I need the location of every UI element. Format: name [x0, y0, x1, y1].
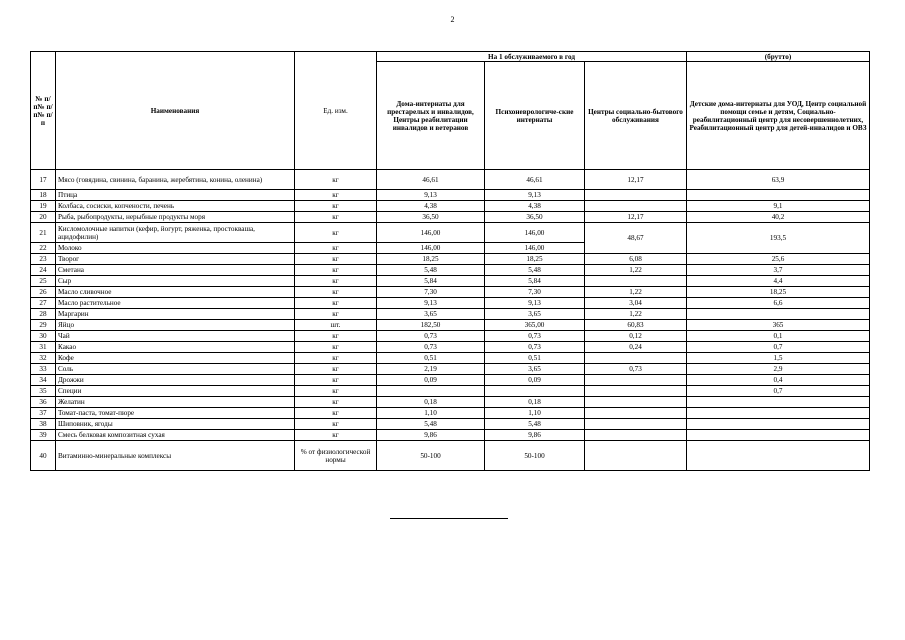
header-name: Наименования [56, 52, 295, 170]
row-name: Птица [56, 190, 295, 201]
row-number: 27 [31, 298, 56, 309]
row-value-a: 0,51 [377, 353, 485, 364]
row-value-a: 18,25 [377, 254, 485, 265]
row-value-b: 4,38 [485, 201, 585, 212]
row-name: Чай [56, 331, 295, 342]
row-unit: % от физиологической нормы [295, 441, 377, 471]
row-value-b: 0,73 [485, 342, 585, 353]
row-unit: кг [295, 364, 377, 375]
row-number: 36 [31, 397, 56, 408]
row-number: 31 [31, 342, 56, 353]
table-row [31, 223, 870, 243]
row-name: Дрожжи [56, 375, 295, 386]
table-row [31, 441, 870, 471]
row-value-c: 1,22 [585, 309, 687, 320]
header-group-label: На 1 обслуживаемого в год [377, 52, 687, 62]
table-row [31, 201, 870, 212]
row-value-a: 2,19 [377, 364, 485, 375]
row-value-b: 5,84 [485, 276, 585, 287]
row-name: Сыр [56, 276, 295, 287]
row-value-c: 48,67 [585, 223, 687, 254]
row-name: Творог [56, 254, 295, 265]
row-value-b: 50-100 [485, 441, 585, 471]
header-col-b: Психоневрологиче-ские интернаты [485, 62, 585, 170]
row-number: 30 [31, 331, 56, 342]
row-value-d: 365 [687, 320, 870, 331]
row-unit: кг [295, 375, 377, 386]
row-name: Масло растительное [56, 298, 295, 309]
row-name: Желатин [56, 397, 295, 408]
row-value-c [585, 386, 687, 397]
row-value-d: 3,7 [687, 265, 870, 276]
table-row [31, 419, 870, 430]
row-number: 40 [31, 441, 56, 471]
row-unit: кг [295, 309, 377, 320]
table-row [31, 342, 870, 353]
row-number: 25 [31, 276, 56, 287]
row-name: Томат-паста, томат-пюре [56, 408, 295, 419]
row-unit: кг [295, 298, 377, 309]
table-row [31, 397, 870, 408]
row-value-d: 40,2 [687, 212, 870, 223]
table-row [31, 408, 870, 419]
row-value-b: 146,00 [485, 223, 585, 243]
row-value-b: 365,00 [485, 320, 585, 331]
row-unit: кг [295, 254, 377, 265]
row-value-d: 9,1 [687, 201, 870, 212]
row-value-c: 0,12 [585, 331, 687, 342]
row-name: Рыба, рыбопродукты, нерыбные продукты моря [56, 212, 295, 223]
row-number: 19 [31, 201, 56, 212]
row-value-a: 5,48 [377, 265, 485, 276]
row-value-c [585, 441, 687, 471]
row-value-c [585, 408, 687, 419]
header-col-a: Дома-интернаты для престарелых и инвалидов, Центры реабилитации инвалидов и ветеранов [377, 62, 485, 170]
header-col-c: Центры социально-бытового обслуживания [585, 62, 687, 170]
row-value-b: 9,13 [485, 298, 585, 309]
row-number: 21 [31, 223, 56, 243]
row-unit: кг [295, 397, 377, 408]
row-number: 35 [31, 386, 56, 397]
row-number: 38 [31, 419, 56, 430]
row-value-b: 7,30 [485, 287, 585, 298]
row-value-d [687, 309, 870, 320]
table-row [31, 170, 870, 190]
row-value-d: 25,6 [687, 254, 870, 265]
row-value-b: 18,25 [485, 254, 585, 265]
header-col-d: Детские дома-интернаты для УОД, Центр социальной помощи семье и детям, Социально-реабилитационный центр для несовершеннолетних, Реабилитационный центр для детей-инвалидов и ОВЗ [687, 62, 870, 170]
row-number: 23 [31, 254, 56, 265]
page-number: 2 [450, 15, 455, 24]
table-row [31, 331, 870, 342]
row-value-c: 1,22 [585, 287, 687, 298]
row-value-c: 1,22 [585, 265, 687, 276]
row-unit: кг [295, 201, 377, 212]
row-name: Яйцо [56, 320, 295, 331]
row-number: 26 [31, 287, 56, 298]
row-number: 20 [31, 212, 56, 223]
row-value-a: 5,84 [377, 276, 485, 287]
row-value-d: 0,7 [687, 342, 870, 353]
row-value-c [585, 430, 687, 441]
row-value-a: 9,13 [377, 190, 485, 201]
table-row [31, 298, 870, 309]
row-value-a: 1,10 [377, 408, 485, 419]
row-value-d [687, 408, 870, 419]
row-value-a: 5,48 [377, 419, 485, 430]
row-value-a: 182,50 [377, 320, 485, 331]
table-row [31, 309, 870, 320]
row-number: 29 [31, 320, 56, 331]
row-value-a: 3,65 [377, 309, 485, 320]
row-unit: кг [295, 243, 377, 254]
table-row [31, 386, 870, 397]
row-value-b: 5,48 [485, 265, 585, 276]
table-row [31, 364, 870, 375]
row-value-d [687, 430, 870, 441]
row-value-b: 1,10 [485, 408, 585, 419]
row-value-c [585, 276, 687, 287]
row-value-b: 0,18 [485, 397, 585, 408]
row-value-b [485, 386, 585, 397]
row-value-c: 12,17 [585, 170, 687, 190]
row-value-c [585, 419, 687, 430]
row-name: Какао [56, 342, 295, 353]
row-value-c [585, 353, 687, 364]
row-name: Молоко [56, 243, 295, 254]
row-value-c [585, 397, 687, 408]
row-value-d [687, 441, 870, 471]
row-number: 33 [31, 364, 56, 375]
row-value-c: 0,73 [585, 364, 687, 375]
row-value-d: 0,1 [687, 331, 870, 342]
food-norms-table [30, 51, 870, 471]
row-unit: кг [295, 342, 377, 353]
row-value-a: 9,86 [377, 430, 485, 441]
row-name: Масло сливочное [56, 287, 295, 298]
row-number: 22 [31, 243, 56, 254]
row-number: 32 [31, 353, 56, 364]
row-value-c [585, 375, 687, 386]
row-number: 37 [31, 408, 56, 419]
row-unit: кг [295, 276, 377, 287]
row-value-a: 0,09 [377, 375, 485, 386]
row-unit: кг [295, 331, 377, 342]
table-row [31, 430, 870, 441]
row-number: 39 [31, 430, 56, 441]
row-value-c: 0,24 [585, 342, 687, 353]
row-number: 18 [31, 190, 56, 201]
table-row [31, 190, 870, 201]
row-name: Специи [56, 386, 295, 397]
row-name: Шиповник, ягоды [56, 419, 295, 430]
row-value-a: 146,00 [377, 243, 485, 254]
table-row [31, 265, 870, 276]
row-value-a: 36,50 [377, 212, 485, 223]
row-name: Кофе [56, 353, 295, 364]
row-value-b: 9,86 [485, 430, 585, 441]
row-value-c: 12,17 [585, 212, 687, 223]
header-group-note: (брутто) [687, 52, 870, 62]
row-number: 24 [31, 265, 56, 276]
row-unit: кг [295, 408, 377, 419]
row-value-d: 0,7 [687, 386, 870, 397]
row-name: Соль [56, 364, 295, 375]
row-unit: кг [295, 170, 377, 190]
row-value-b: 46,61 [485, 170, 585, 190]
row-value-c: 3,04 [585, 298, 687, 309]
row-value-d: 63,9 [687, 170, 870, 190]
header-number: № п/п№ п/п№ п/п [31, 52, 56, 170]
row-value-d [687, 190, 870, 201]
row-value-a: 0,18 [377, 397, 485, 408]
table-row [31, 287, 870, 298]
row-unit: кг [295, 386, 377, 397]
row-value-b: 9,13 [485, 190, 585, 201]
row-unit: кг [295, 190, 377, 201]
row-name: Витаминно-минеральные комплексы [56, 441, 295, 471]
row-unit: кг [295, 212, 377, 223]
row-value-a [377, 386, 485, 397]
row-value-a: 146,00 [377, 223, 485, 243]
row-value-a: 9,13 [377, 298, 485, 309]
row-name: Маргарин [56, 309, 295, 320]
row-value-a: 0,73 [377, 331, 485, 342]
row-value-b: 5,48 [485, 419, 585, 430]
row-value-c [585, 201, 687, 212]
row-value-d: 2,9 [687, 364, 870, 375]
row-number: 28 [31, 309, 56, 320]
row-unit: кг [295, 223, 377, 243]
row-value-d: 18,25 [687, 287, 870, 298]
header-unit: Ед. изм. [295, 52, 377, 170]
row-value-b: 146,00 [485, 243, 585, 254]
row-value-a: 7,30 [377, 287, 485, 298]
row-unit: кг [295, 287, 377, 298]
row-value-d: 1,5 [687, 353, 870, 364]
row-value-c [585, 190, 687, 201]
row-unit: кг [295, 419, 377, 430]
row-value-c: 6,08 [585, 254, 687, 265]
row-value-c: 60,83 [585, 320, 687, 331]
row-unit: шт. [295, 320, 377, 331]
row-value-b: 36,50 [485, 212, 585, 223]
row-value-a: 46,61 [377, 170, 485, 190]
table-row [31, 254, 870, 265]
closing-rule [390, 518, 508, 519]
row-name: Кисломолочные напитки (кефир, йогурт, ряженка, простокваша, ацидофилин) [56, 223, 295, 243]
row-value-b: 0,73 [485, 331, 585, 342]
table-row [31, 353, 870, 364]
row-value-d: 0,4 [687, 375, 870, 386]
row-value-a: 0,73 [377, 342, 485, 353]
row-unit: кг [295, 353, 377, 364]
row-name: Колбаса, сосиски, копчености, печень [56, 201, 295, 212]
row-value-d [687, 397, 870, 408]
row-value-d: 4,4 [687, 276, 870, 287]
row-value-b: 0,09 [485, 375, 585, 386]
row-value-d [687, 419, 870, 430]
row-name: Смесь белковая композитная сухая [56, 430, 295, 441]
table-row [31, 212, 870, 223]
row-unit: кг [295, 265, 377, 276]
row-number: 34 [31, 375, 56, 386]
row-value-d: 6,6 [687, 298, 870, 309]
row-name: Сметана [56, 265, 295, 276]
row-value-b: 3,65 [485, 309, 585, 320]
row-value-d: 193,5 [687, 223, 870, 254]
row-name: Мясо (говядина, свинина, баранина, жеребятина, конина, оленина) [56, 170, 295, 190]
row-value-b: 3,65 [485, 364, 585, 375]
row-value-a: 4,38 [377, 201, 485, 212]
table-row [31, 375, 870, 386]
table-row [31, 276, 870, 287]
row-value-a: 50-100 [377, 441, 485, 471]
header-row-1 [31, 52, 870, 62]
row-number: 17 [31, 170, 56, 190]
row-unit: кг [295, 430, 377, 441]
row-value-b: 0,51 [485, 353, 585, 364]
table-row [31, 320, 870, 331]
